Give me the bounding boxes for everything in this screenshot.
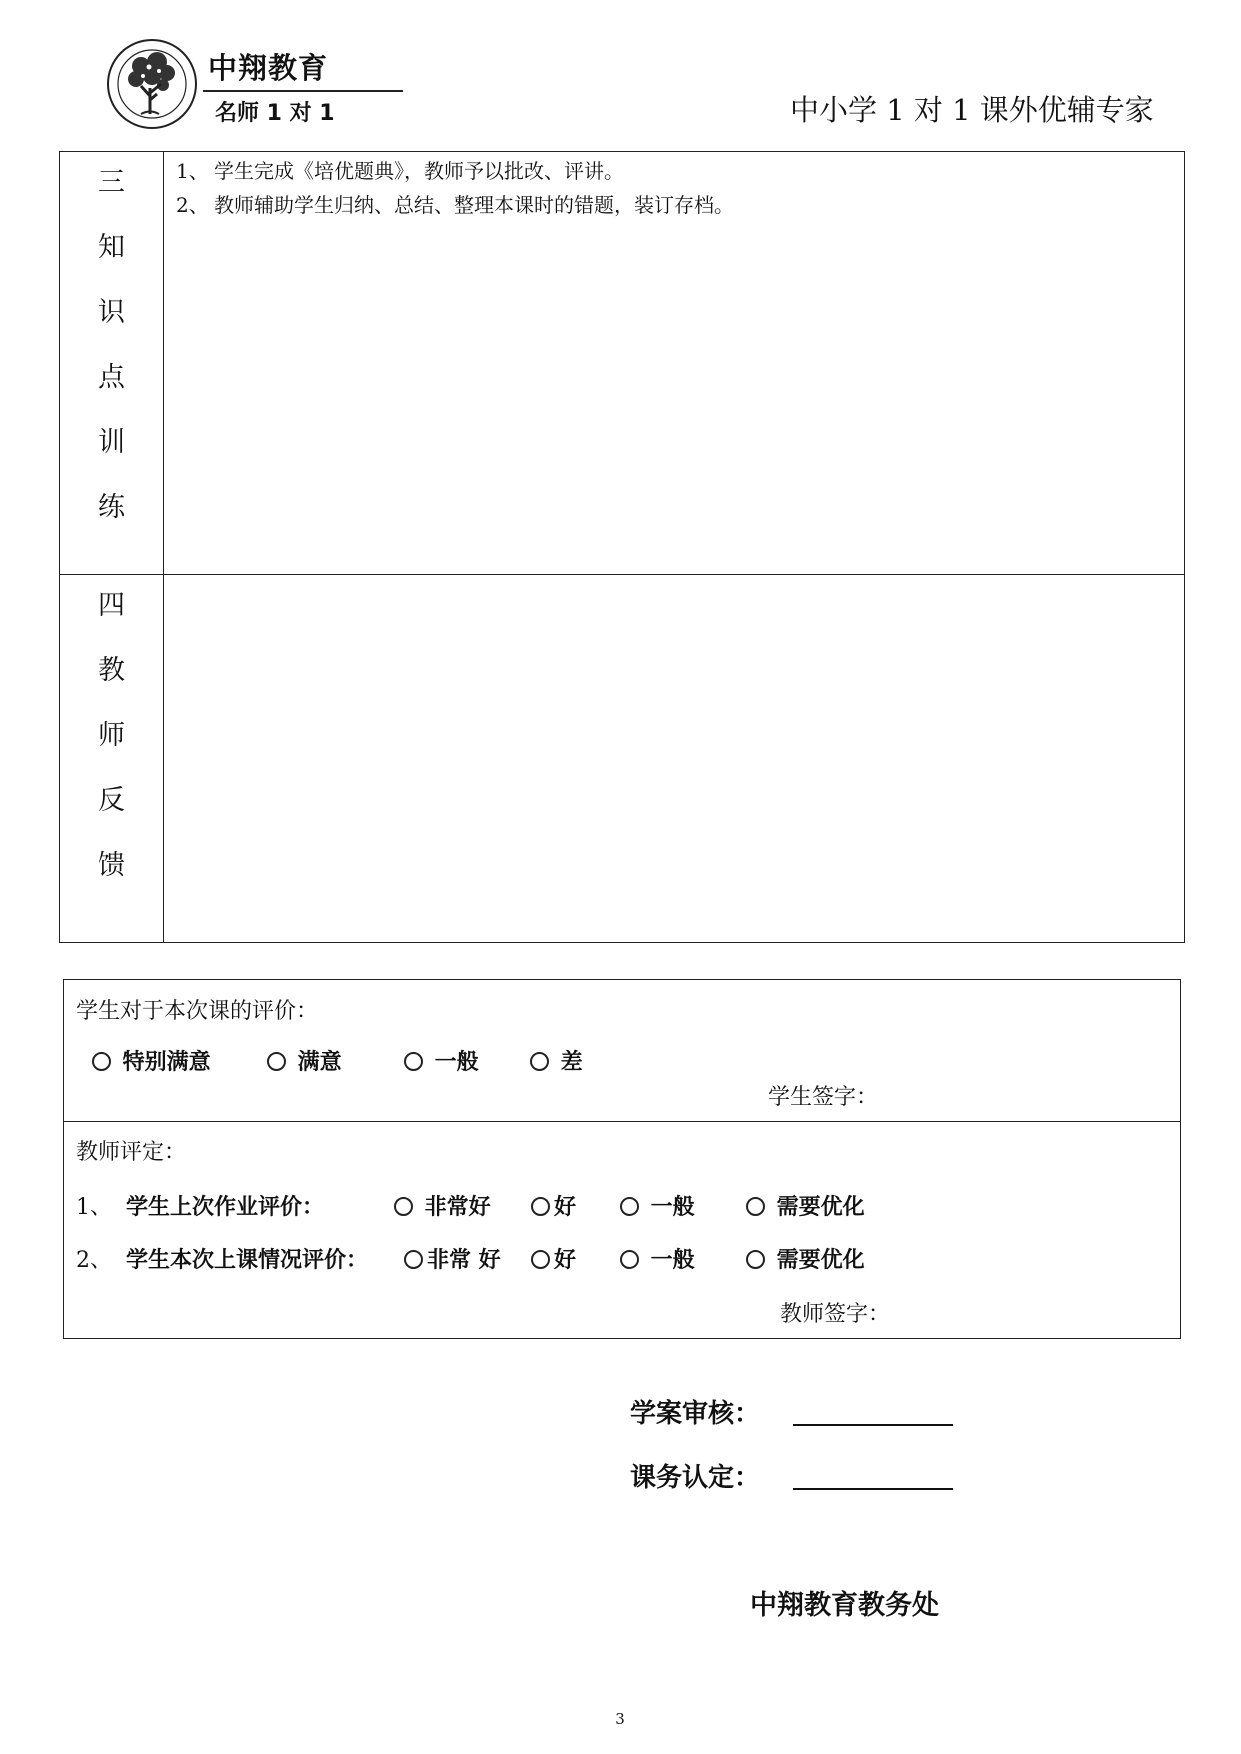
radio-icon	[531, 1197, 550, 1216]
header-slogan: 中小学 1 对 1 课外优辅专家	[790, 93, 1154, 127]
radio-icon	[620, 1250, 639, 1269]
page-number: 3	[615, 1710, 625, 1728]
training-item: 2、 教师辅助学生归纳、总结、整理本课时的错题，装订存档。	[176, 193, 734, 217]
logo	[105, 38, 435, 130]
class-option-average[interactable]: 一般	[620, 1243, 695, 1274]
review-label: 学案审核：	[630, 1399, 761, 1429]
homework-option-good[interactable]: 好	[531, 1190, 576, 1221]
confirm-signature-line[interactable]	[793, 1488, 953, 1490]
teacher-signature-label: 教师签字：	[780, 1302, 891, 1327]
teacher-eval-row-label: 2、 学生本次上课情况评价：	[76, 1248, 369, 1273]
homework-option-needs-improvement[interactable]: 需要优化	[746, 1190, 865, 1221]
class-option-needs-improvement[interactable]: 需要优化	[746, 1243, 865, 1274]
academic-office: 中翔教育教务处	[750, 1590, 939, 1621]
student-option-average[interactable]: 一般	[404, 1045, 479, 1076]
radio-icon	[267, 1052, 286, 1071]
radio-icon	[404, 1052, 423, 1071]
section-label-teacher-feedback: 四 教 师 反 馈	[98, 590, 125, 881]
teacher-eval-title: 教师评定：	[76, 1140, 187, 1165]
radio-icon	[746, 1197, 765, 1216]
confirm-label: 课务认定：	[630, 1463, 761, 1493]
tree-seal-icon	[105, 38, 200, 130]
radio-icon	[531, 1250, 550, 1269]
brand-tagline: 名师 1 对 1	[215, 101, 335, 126]
brand-divider	[203, 90, 403, 92]
radio-icon	[746, 1250, 765, 1269]
brand-name: 中翔教育	[208, 51, 329, 85]
homework-option-very-good[interactable]: 非常好	[394, 1190, 491, 1221]
student-option-poor[interactable]: 差	[530, 1045, 583, 1076]
teacher-feedback-area[interactable]	[164, 575, 1184, 942]
radio-icon	[92, 1052, 111, 1071]
review-signature-line[interactable]	[793, 1424, 953, 1426]
student-option-satisfied[interactable]: 满意	[267, 1045, 342, 1076]
lesson-table	[59, 151, 1185, 943]
class-option-good[interactable]: 好	[531, 1243, 576, 1274]
training-item: 1、 学生完成《培优题典》，教师予以批改、评讲。	[176, 159, 624, 183]
student-signature-label: 学生签字：	[768, 1085, 879, 1110]
radio-icon	[394, 1197, 413, 1216]
radio-icon	[530, 1052, 549, 1071]
class-option-very-good[interactable]: 非常 好	[404, 1243, 501, 1274]
row-divider	[64, 1121, 1180, 1122]
radio-icon	[404, 1250, 423, 1269]
section-label-knowledge-training: 三 知 识 点 训 练	[98, 167, 125, 523]
evaluation-box	[63, 979, 1181, 1339]
teacher-eval-row-label: 1、 学生上次作业评价：	[76, 1195, 325, 1220]
student-option-very-satisfied[interactable]: 特别满意	[92, 1045, 211, 1076]
radio-icon	[620, 1197, 639, 1216]
student-eval-title: 学生对于本次课的评价：	[76, 999, 319, 1024]
homework-option-average[interactable]: 一般	[620, 1190, 695, 1221]
